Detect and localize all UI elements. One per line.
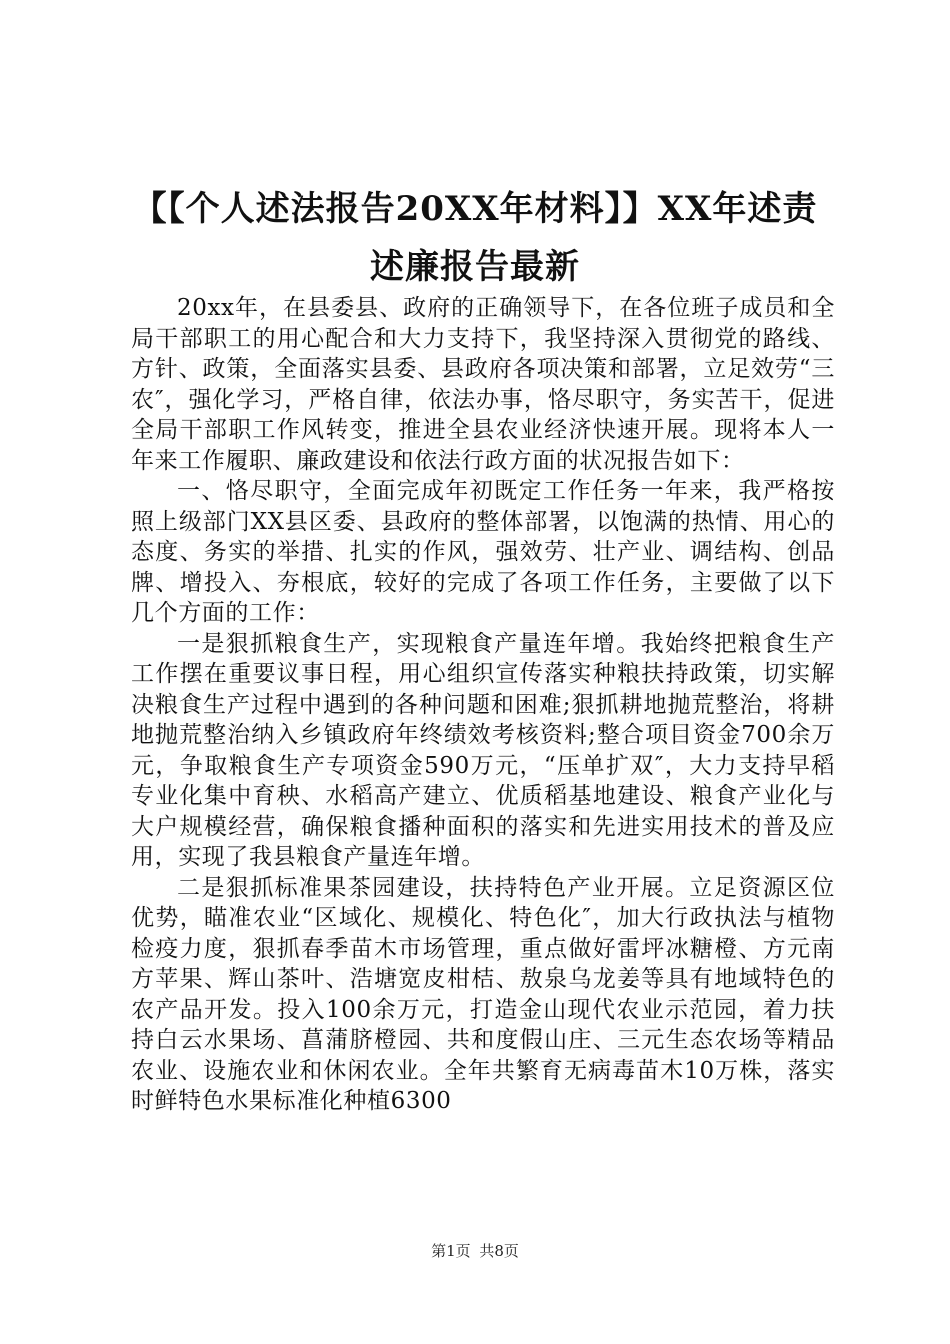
paragraph-grain-production: 一是狠抓粮食生产，实现粮食产量连年增。我始终把粮食生产工作摆在重要议事日程，用心组织宣传落实种粮扶持政策，切实解决粮食生产过程中遇到的各种问题和困难;狠抓耕地抛荒整治，将耕地抛荒整治纳入乡镇政府年终绩效考核资料;整合项目资金700余万元，争取粮食生产专项资金590万元，“压单扩双″，大力支持早稻专业化集中育秧、水稻高产建立、优质稻基地建设、粮食产业化与大户规模经营，确保粮食播种面积的落实和先进实用技术的普及应用，实现了我县粮食产量连年增。: [131, 630, 835, 870]
document-title: [118, 180, 832, 296]
document-body: [131, 293, 835, 1117]
paragraph-section-one: 一、恪尽职守，全面完成年初既定工作任务一年来，我严格按照上级部门XX县区委、县政府的整体部署，以饱满的热情、用心的态度、务实的举措、扎实的作风，强效劳、壮产业、调结构、创品牌、增投入、夯根底，较好的完成了各项工作任务，主要做了以下几个方面的工作：: [131, 478, 835, 626]
title-line-2: 述廉报告最新: [370, 247, 580, 287]
paragraph-intro: 20xx年，在县委县、政府的正确领导下，在各位班子成员和全局干部职工的用心配合和大力支持下，我坚持深入贯彻党的路线、方针、政策，全面落实县委、县政府各项决策和部署，立足效劳“三农″，强化学习，严格自律，依法办事，恪尽职守，务实苦干，促进全局干部职工作风转变，推进全县农业经济快速开展。现将本人一年来工作履职、廉政建设和依法行政方面的状况报告如下：: [131, 295, 835, 474]
title-line-1: 【【个人述法报告20XX年材料】】XX年述责: [132, 189, 818, 229]
page-footer: [0, 1240, 950, 1261]
page-number: 第1页: [431, 1242, 471, 1260]
page-total: 共8页: [479, 1242, 519, 1260]
paragraph-orchard-construction: 二是狠抓标准果茶园建设，扶持特色产业开展。立足资源区位优势，瞄准农业“区域化、规模化、特色化″，加大行政执法与植物检疫力度，狠抓春季苗木市场管理，重点做好雷坪冰糖橙、方元南方苹果、辉山茶叶、浩塘宽皮柑桔、敖泉乌龙姜等具有地域特色的农产品开发。投入100余万元，打造金山现代农业示范园，着力扶持白云水果场、菖蒲脐橙园、共和度假山庄、三元生态农场等精品农业、设施农业和休闲农业。全年共繁育无病毒苗木10万株，落实时鲜特色水果标准化种植6300: [131, 874, 835, 1114]
